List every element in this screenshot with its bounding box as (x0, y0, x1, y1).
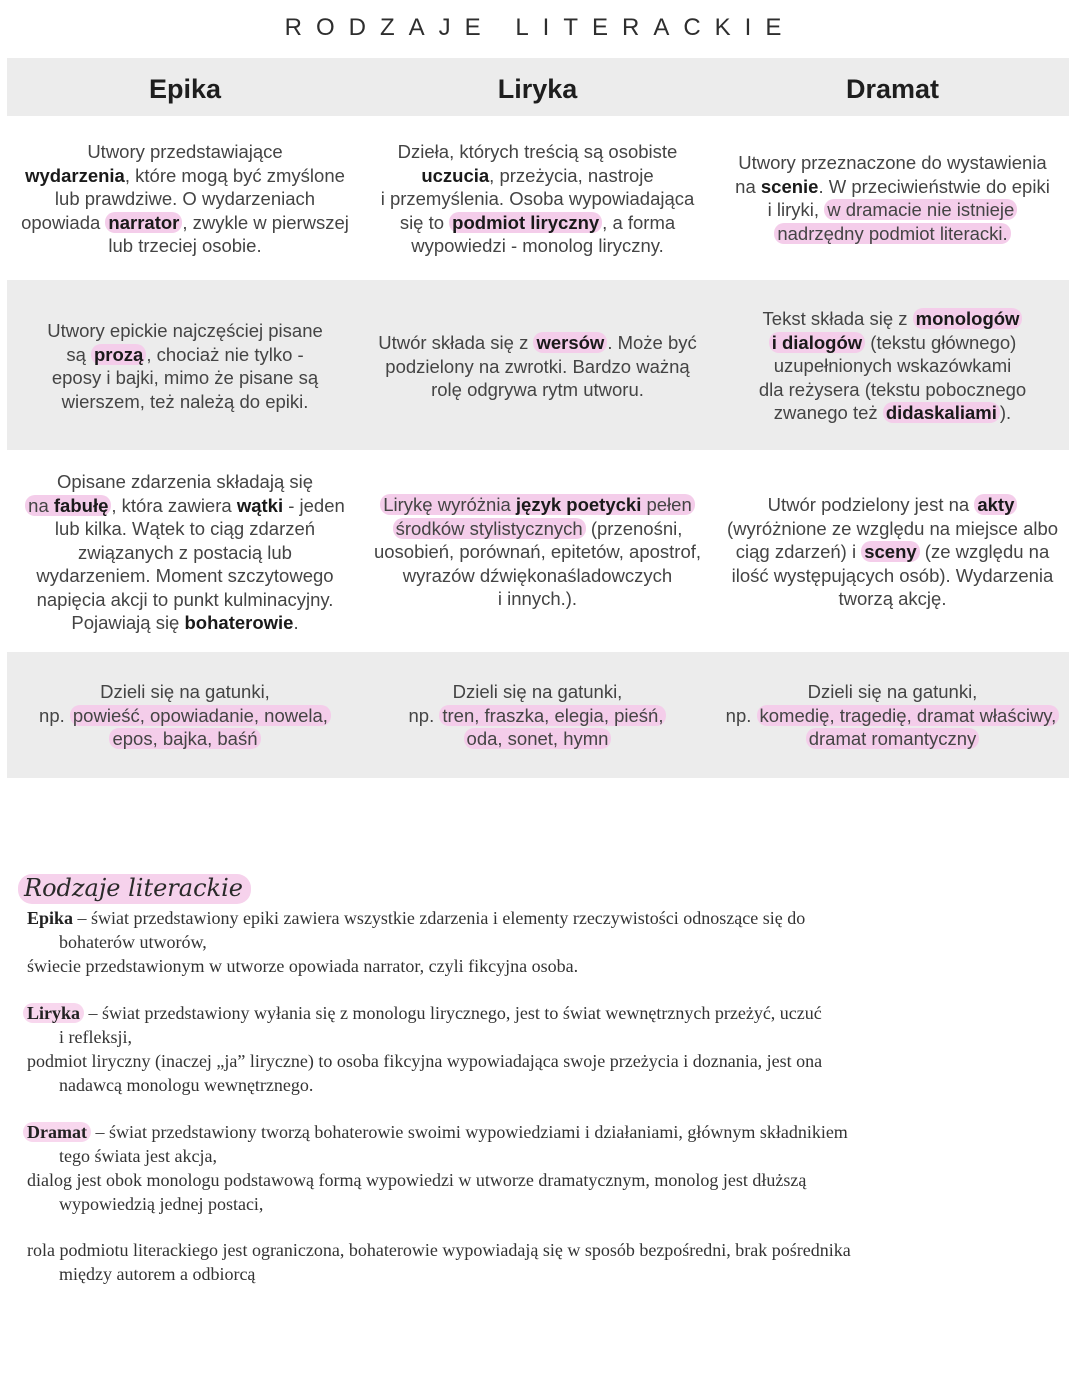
note-epika: Epika – świat przedstawiony epiki zawiera wszystkie zdarzenia i elementy rzeczywistości odnoszące się do bohaterów utworów, świecie przedstawionym w utworze opowiada narrator, czyli fikcyjna osoba. (27, 908, 806, 976)
row3-dramat-cell: Utwór podzielony jest na akty (wyróżnione ze względu na miejsce albo ciąg zdarzeń) i sceny (ze względu na ilość występujących osób). Wydarzenia tworzą akcję. (726, 494, 1059, 609)
header-liryka: Liryka (497, 74, 578, 104)
term-liryka: Liryka (23, 1003, 84, 1023)
page-title: RODZAJE LITERACKIE (284, 14, 796, 41)
row2-dramat-cell: Tekst składa się z monologów i dialogów (tekstu głównego) uzupełnionych wskazówkami dla reżysera (tekstu pobocznego zwanego też didaskaliami ). (758, 308, 1027, 423)
notes-title: Rodzaje literackie (18, 874, 251, 904)
row3-epika-cell: Opisane zdarzenia składają się na fabułę , która zawiera wątki - jeden lub kilka. Wątek to ciąg zdarzeń związanych z postacią lub wydarzeniem. Moment szczytowego napięcia akcji to punkt kulminacyjny. Pojawiają się bohaterowie. (10, 470, 360, 635)
row4-liryka-cell: Dzieli się na gatunki, np. tren, fraszka, elegia, pieśń, oda, sonet, hymn (365, 680, 710, 751)
term-epika: Epika (27, 908, 74, 928)
header-dramat: Dramat (845, 74, 940, 104)
row1-epika-cell: Utwory przedstawiające wydarzenia, które mogą być zmyślone lub prawdziwe. O wydarzeniach opowiada narrator , zwykle w pierwszej lub trzeciej osobie. (21, 141, 349, 256)
note-dramat: Dramat – świat przedstawiony tworzą bohaterowie swoimi wypowiedziami i działaniami, głównym składnikiem tego świata jest akcja, dialog jest obok monologu podstawową formą wypowiedzi w utworze dramatycznym, monolog jest dłuższą wypowiedzią jednej postaci, (27, 1120, 1027, 1216)
row4-epika-cell: Dzieli się na gatunki, np. powieść, opowiadanie, nowela, epos, bajka, baśń (10, 680, 360, 751)
row1-liryka-cell: Dzieła, których treścią są osobiste uczucia, przeżycia, nastroje i przemyślenia. Osoba wypowiadająca się to podmiot liryczny , a forma wypowiedzi - monolog liryczny. (380, 141, 695, 256)
note-liryka: Liryka – świat przedstawiony wyłania się z monologu lirycznego, jest to świat wewnętrznych przeżyć, uczuć i refleksji, podmiot liryczny (inaczej „ja” liryczne) to osoba fikcyjna wypowiadająca swoje przeżycia i doznania, jest ona nadawcą monologu wewnętrznego. (27, 1001, 1027, 1097)
row2-epika-cell: Utwory epickie najczęściej pisane są prozą , chociaż nie tylko - eposy i bajki, mimo że pisane są wierszem, też należą do epiki. (47, 320, 323, 412)
row3-liryka-cell: Lirykę wyróżnia język poetycki pełen środków stylistycznych (przenośni, uosobień, porównań, epitetów, apostrof, wyrazów dźwiękonaśladowczych i innych.). (373, 494, 702, 609)
header-epika: Epika (148, 74, 222, 104)
row2-liryka-cell: Utwór składa się z wersów . Może być podzielony na zwrotki. Bardzo ważną rolę odgrywa rytm utworu. (378, 332, 697, 400)
row4-dramat-cell: Dzieli się na gatunki, np. komedię, tragedię, dramat właściwy, dramat romantyczny (715, 680, 1070, 751)
row1-dramat-cell: Utwory przeznaczone do wystawienia na scenie. W przeciwieństwie do epiki i liryki, w dramacie nie istnieje nadrzędny podmiot literacki. (735, 152, 1050, 244)
note-dramat-extra: rola podmiotu literackiego jest ograniczona, bohaterowie wypowiadają się w sposób bezpośredni, brak pośrednika między autorem a odbiorcą (27, 1240, 851, 1284)
term-dramat: Dramat (23, 1122, 91, 1142)
